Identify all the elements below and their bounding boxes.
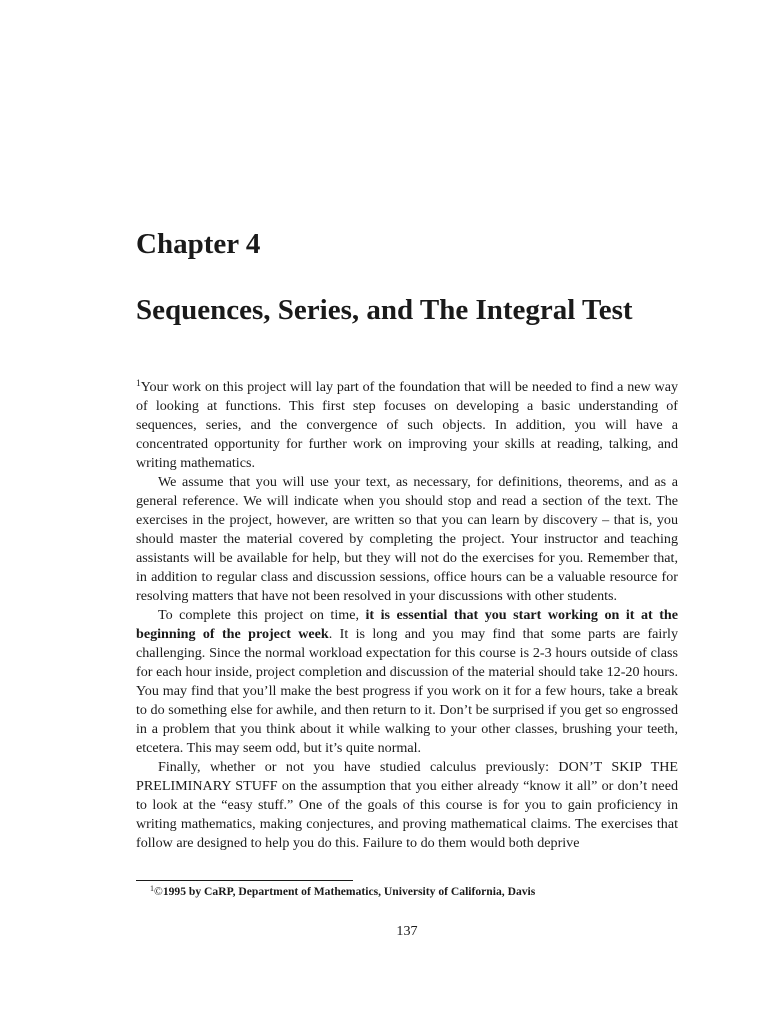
- paragraph-intro: [136, 378, 678, 473]
- emphasis-start-early: it is essential that you start working on it at the beginning of the project week: [136, 607, 678, 642]
- footnote-reference: 1: [136, 379, 141, 389]
- paragraph-text-usage: We assume that you will use your text, as necessary, for definitions, theorems, and as a general reference. We will indicate when you should stop and read a section of the text. The exercises in the project, however, are written so that you can learn by discovery – that is, you should master the material covered by completing the project. Your instructor and teaching assistants will be available for help, but they will not do the exercises for you. Remember that, in addition to regular class and discussion sessions, office hours can be a valuable resource for resolving matters that have not been resolved in your discussions with other students.: [136, 474, 678, 604]
- paragraph-time-lead: To complete this project on time,: [158, 607, 366, 623]
- footnote-text: 1995 by CaRP, Department of Mathematics, University of California, Davis: [162, 885, 536, 898]
- footnote: [150, 884, 535, 900]
- paragraph-time-management: [136, 606, 678, 758]
- footnote-marker: 1: [150, 884, 154, 893]
- footnote-divider: [136, 880, 353, 881]
- chapter-label: Chapter 4: [136, 228, 261, 260]
- body-text: [136, 378, 678, 853]
- chapter-title: Sequences, Series, and The Integral Test: [136, 294, 633, 326]
- paragraph-preliminary: Finally, whether or not you have studied calculus previously: DON’T SKIP THE PRELIMINARY STUFF on the assumption that you either already “know it all” or don’t need to look at the “easy stuff.” One of the goals of this course is for you to gain proficiency in writing mathematics, making conjectures, and proving mathematical claims. The exercises that follow are designed to help you do this. Failure to do them would both deprive: [136, 759, 678, 851]
- copyright-icon: ©: [154, 885, 163, 898]
- page-number: 137: [396, 923, 418, 939]
- paragraph-time-rest: . It is long and you may find that some parts are fairly challenging. Since the normal workload expectation for this course is 2-3 hours outside of class for each hour inside, project completion and discussion of the material should take 12-20 hours. You may find that you’ll make the best progress if you work on it for a few hours, take a break to do something else for awhile, and then return to it. Don’t be surprised if you get so engrossed in a problem that you think about it while walking to your other classes, brushing your teeth, etcetera. This may seem odd, but it’s quite normal.: [136, 626, 678, 756]
- paragraph-intro-text: Your work on this project will lay part of the foundation that will be needed to find a new way of looking at functions. This first step focuses on developing a basic understanding of sequences, series, and the convergence of such objects. In addition, you will have a concentrated opportunity for further work on improving your skills at reading, talking, and writing mathematics.: [136, 379, 678, 471]
